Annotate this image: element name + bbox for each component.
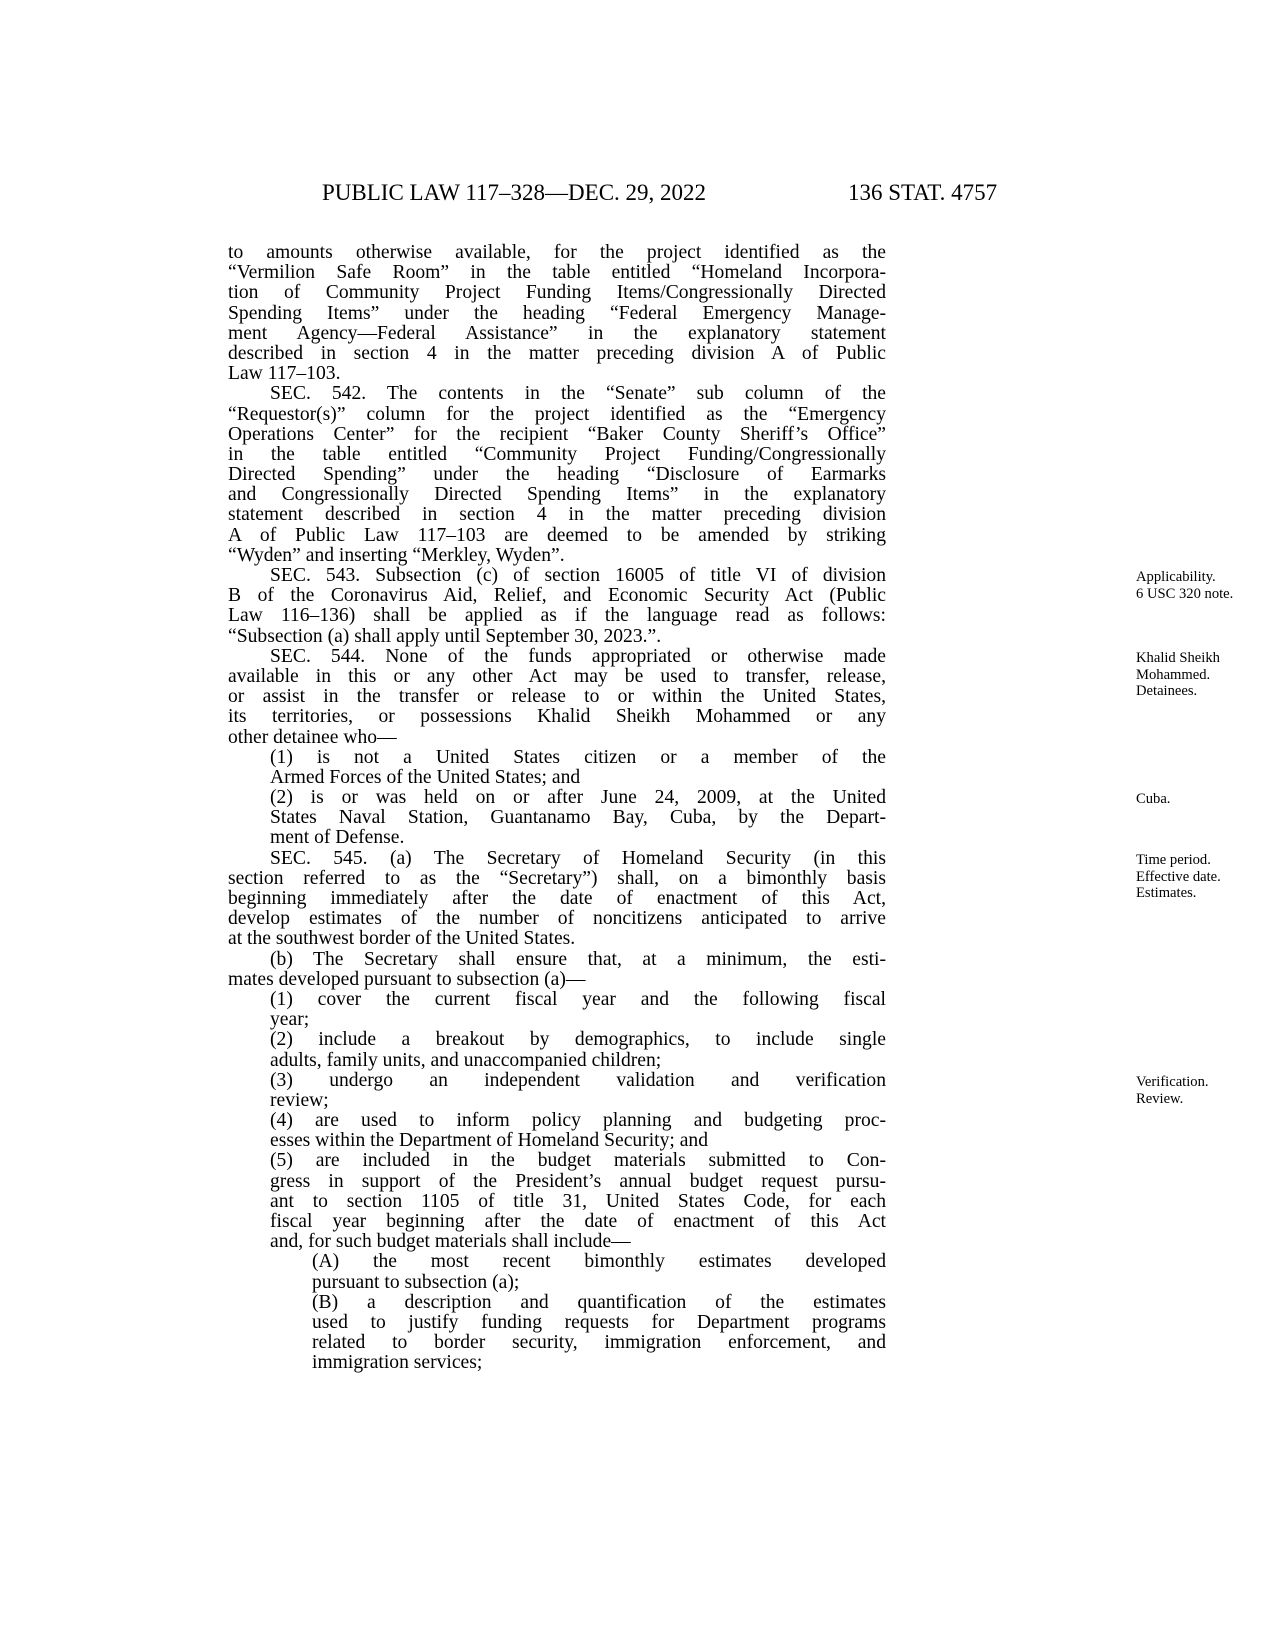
margin-note xyxy=(1136,852,1275,902)
text-line xyxy=(228,728,886,748)
line-text: Directed Spending” under the heading “Disclosure of Earmarks xyxy=(228,464,886,486)
line-text: (1) is not a United States citizen or a member of the xyxy=(270,746,886,768)
line-text: . 542. The contents in the “Senate” sub column of the xyxy=(305,383,886,405)
text-line xyxy=(228,1091,886,1111)
line-text: Law 117–103. xyxy=(228,363,341,385)
text-line xyxy=(228,707,886,727)
line-text: (2) is or was held on or after June 24, 2009, at the United xyxy=(270,787,886,809)
text-line xyxy=(228,990,886,1010)
text-line xyxy=(228,1273,886,1293)
text-line xyxy=(228,1051,886,1071)
text-line xyxy=(228,1030,886,1050)
line-text: and, for such budget materials shall include— xyxy=(270,1231,631,1253)
margin-note-line: Time period. xyxy=(1136,852,1211,868)
line-text: B of the Coronavirus Aid, Relief, and Economic Security Act (Public xyxy=(228,585,886,607)
line-text: ment Agency—Federal Assistance” in the explanatory statement xyxy=(228,322,886,344)
line-text: (3) undergo an independent validation and verification xyxy=(270,1069,886,1091)
margin-note-line: Applicability. xyxy=(1136,569,1216,586)
text-line xyxy=(228,970,886,990)
text-line xyxy=(228,1212,886,1232)
line-text: gress in support of the President’s annual budget request pursu- xyxy=(270,1170,886,1192)
line-text: A of Public Law 117–103 are deemed to be amended by striking xyxy=(228,524,886,546)
body-text xyxy=(228,242,1234,1374)
line-text: section referred to as the “Secretary”) shall, on a bimonthly basis xyxy=(228,867,886,889)
line-text: and Congressionally Directed Spending Items” in the explanatory xyxy=(228,484,886,506)
text-line xyxy=(228,1111,886,1131)
text-line xyxy=(228,849,886,869)
line-text: “Subsection (a) shall apply until September 30, 2023.”. xyxy=(228,625,662,647)
section-label: SEC xyxy=(270,645,306,667)
line-text: Spending Items” under the heading “Federal Emergency Manage- xyxy=(228,302,886,324)
text-line xyxy=(228,1151,886,1171)
margin-note xyxy=(1136,650,1275,700)
text-line xyxy=(228,1192,886,1212)
text-line xyxy=(228,869,886,889)
text-line xyxy=(228,485,886,505)
line-text: to amounts otherwise available, for the project identified as the xyxy=(228,242,886,263)
line-text: ant to section 1105 of title 31, United States Code, for each xyxy=(270,1190,886,1212)
text-line xyxy=(228,950,886,970)
text-line xyxy=(228,1172,886,1192)
text-line xyxy=(228,1232,886,1252)
text-line xyxy=(228,566,886,586)
text-line xyxy=(228,283,886,303)
line-text: statement described in section 4 in the matter preceding division xyxy=(228,504,886,526)
text-line xyxy=(228,1252,886,1272)
text-line xyxy=(228,586,886,606)
line-text: other detainee who— xyxy=(228,726,397,748)
line-text: available in this or any other Act may be used to transfer, release, xyxy=(228,665,886,687)
line-text: (B) a description and quantification of the estimates xyxy=(312,1291,886,1313)
line-text: its territories, or possessions Khalid Sheikh Mohammed or any xyxy=(228,706,886,728)
text-line xyxy=(228,526,886,546)
line-text: described in section 4 in the matter preceding division A of Public xyxy=(228,342,886,364)
text-line xyxy=(228,1071,886,1091)
line-text: (4) are used to inform policy planning and budgeting proc- xyxy=(270,1110,886,1132)
text-line xyxy=(228,364,886,384)
text-line xyxy=(228,344,886,364)
margin-note-line: Khalid Sheikh xyxy=(1136,650,1220,666)
text-line xyxy=(228,808,886,828)
line-text: in the table entitled “Community Project Funding/Congressionally xyxy=(228,443,886,465)
text-line xyxy=(228,1353,886,1373)
margin-note-line: 6 USC 320 note. xyxy=(1136,585,1234,602)
section-label: SEC xyxy=(270,383,306,405)
section-label: SEC xyxy=(270,565,306,586)
text-line xyxy=(228,324,886,344)
text-line xyxy=(228,405,886,425)
text-line xyxy=(228,687,886,707)
line-text: fiscal year beginning after the date of enactment of this Act xyxy=(270,1211,886,1232)
text-line xyxy=(228,768,886,788)
line-text: Operations Center” for the recipient “Baker County Sheriff’s Office” xyxy=(228,423,886,445)
margin-note-line: Review. xyxy=(1136,1090,1184,1107)
margin-note xyxy=(1136,569,1275,602)
margin-note xyxy=(1136,1074,1275,1107)
line-text: “Wyden” and inserting “Merkley, Wyden”. xyxy=(228,544,565,566)
margin-note-line: Cuba. xyxy=(1136,791,1171,808)
line-text: pursuant to subsection (a); xyxy=(312,1271,520,1293)
line-text: mates developed pursuant to subsection (a)— xyxy=(228,968,586,990)
text-line xyxy=(228,425,886,445)
text-line xyxy=(228,1333,886,1353)
page-number-stat: 136 STAT. 4757 xyxy=(848,180,998,205)
text-line xyxy=(228,465,886,485)
margin-note-line: Detainees. xyxy=(1136,683,1198,699)
line-text: or assist in the transfer or release to or within the United States, xyxy=(228,686,886,708)
text-line xyxy=(228,445,886,465)
text-line xyxy=(228,1313,886,1333)
text-line xyxy=(228,909,886,929)
text-line xyxy=(228,546,886,566)
line-text: (5) are included in the budget materials submitted to Con- xyxy=(270,1150,886,1172)
line-text: “Vermilion Safe Room” in the table entitled “Homeland Incorpora- xyxy=(228,262,886,284)
line-text: (1) cover the current fiscal year and the following fiscal xyxy=(270,988,886,1010)
text-line xyxy=(228,606,886,626)
line-text: Law 116–136) shall be applied as if the language read as follows: xyxy=(228,605,886,627)
text-line xyxy=(228,627,886,647)
line-text: develop estimates of the number of noncitizens anticipated to arrive xyxy=(228,908,886,930)
line-text: (A) the most recent bimonthly estimates developed xyxy=(312,1251,886,1273)
line-text: (2) include a breakout by demographics, to include single xyxy=(270,1029,886,1051)
line-text: related to border security, immigration enforcement, and xyxy=(312,1332,886,1354)
text-line xyxy=(228,828,886,848)
margin-note-line: Estimates. xyxy=(1136,885,1197,901)
line-text: esses within the Department of Homeland Security; and xyxy=(270,1130,709,1152)
line-text: beginning immediately after the date of enactment of this Act, xyxy=(228,888,886,909)
text-line xyxy=(228,243,886,263)
line-text: adults, family units, and unaccompanied children; xyxy=(270,1049,662,1071)
line-text: year; xyxy=(270,1009,310,1031)
line-text: immigration services; xyxy=(312,1352,483,1374)
line-text: at the southwest border of the United States. xyxy=(228,928,576,950)
text-line xyxy=(228,929,886,949)
text-line xyxy=(228,505,886,525)
line-text: . 545. (a) The Secretary of Homeland Security (in this xyxy=(305,847,886,869)
text-line xyxy=(228,788,886,808)
page-header-title: PUBLIC LAW 117–328—DEC. 29, 2022 xyxy=(322,180,707,205)
margin-note-line: Verification. xyxy=(1136,1074,1209,1091)
text-line xyxy=(228,384,886,404)
text-line xyxy=(228,1293,886,1313)
running-header xyxy=(0,180,1275,210)
line-text: Armed Forces of the United States; and xyxy=(270,766,581,788)
margin-note-line: Mohammed. xyxy=(1136,666,1211,683)
line-text: review; xyxy=(270,1089,329,1111)
line-text: “Requestor(s)” column for the project identified as the “Emergency xyxy=(228,403,886,425)
line-text: used to justify funding requests for Department programs xyxy=(312,1311,886,1333)
text-line xyxy=(228,748,886,768)
text-line xyxy=(228,263,886,283)
section-label: SEC xyxy=(270,847,306,869)
text-line xyxy=(228,304,886,324)
line-text: . 544. None of the funds appropriated or otherwise made xyxy=(305,645,886,667)
line-text: ment of Defense. xyxy=(270,827,405,849)
line-text: . 543. Subsection (c) of section 16005 of title VI of division xyxy=(305,565,886,586)
line-text: States Naval Station, Guantanamo Bay, Cuba, by the Depart- xyxy=(270,807,886,829)
text-line xyxy=(228,647,886,667)
text-line xyxy=(228,889,886,909)
margin-note-line: Effective date. xyxy=(1136,868,1221,885)
line-text: tion of Community Project Funding Items/Congressionally Directed xyxy=(228,282,886,304)
margin-note xyxy=(1136,791,1275,808)
text-line xyxy=(228,667,886,687)
line-text: (b) The Secretary shall ensure that, at a minimum, the esti- xyxy=(270,948,886,970)
text-line xyxy=(228,1010,886,1030)
text-line xyxy=(228,1131,886,1151)
